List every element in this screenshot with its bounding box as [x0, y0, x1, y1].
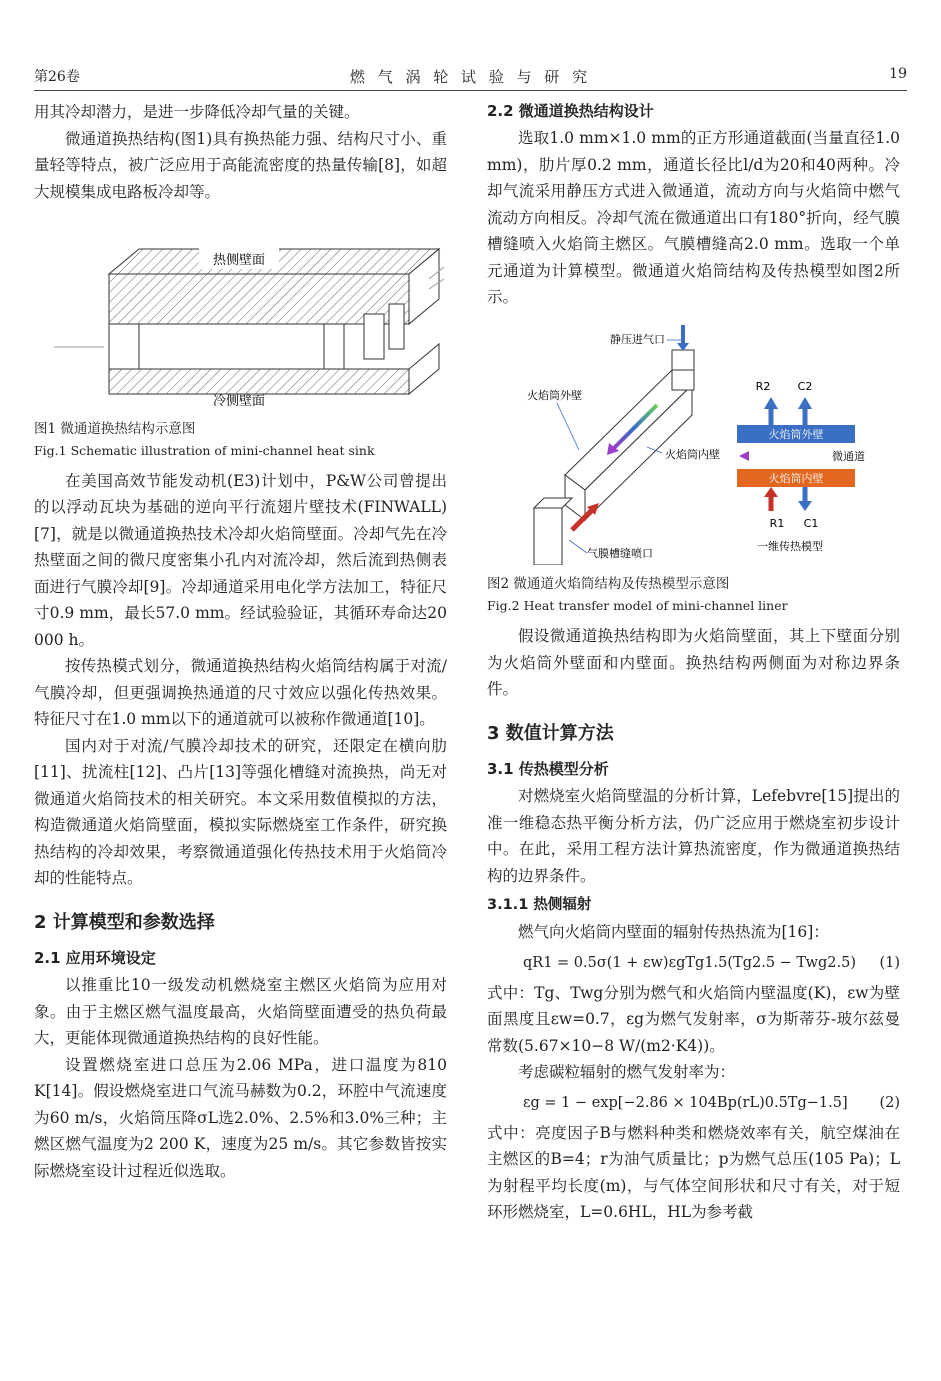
page-number: 19	[889, 66, 907, 82]
leader-line	[557, 403, 579, 450]
liner-inner-wall-label: 火焰筒内壁	[665, 447, 720, 461]
liner-inner-wall-box-label: 火焰筒内壁	[768, 471, 824, 485]
figure-2-caption-cn: 图2 微通道火焰筒结构及传热模型示意图	[487, 576, 730, 592]
equation-1-number: (1)	[879, 954, 900, 971]
r2-label: R2	[755, 379, 771, 393]
film-slot-label: 气膜槽缝喷口	[587, 546, 653, 560]
mini-channel-flow-head	[739, 451, 749, 461]
equation-1-expression: qR1 = 0.5σ(1 + εw)εgTg1.5(Tg2.5 − Twg2.5)	[523, 954, 856, 971]
c2-label: C2	[797, 379, 813, 393]
mini-channel-label: 微通道	[832, 449, 865, 463]
c1-arrow-head	[798, 501, 812, 511]
paragraph-intro: 微通道换热结构(图1)具有换热能力强、结构尺寸小、重量轻等特点，被广泛应用于高能流密度的热量传输[8]，如超大规模集成电路板冷却等。	[34, 129, 447, 201]
section-3-1-1-heading: 3.1.1 热侧辐射	[487, 897, 592, 913]
figure-1-caption-cn: 图1 微通道换热结构示意图	[34, 420, 196, 437]
section-2-1-heading: 2.1 应用环境设定	[34, 949, 156, 967]
paragraph-domestic: 国内对于对流/气膜冷却技术的研究，还限定在横向肋[11]、扰流柱[12]、凸片[13]等强化槽缝对流换热，尚无对微通道火焰筒技术的相关研究。本文采用数值模拟的方法，构造微通道火焰筒壁面，模拟实际燃烧室工作条件，研究换热结构的冷却效果，考察微通道强化传热技术用于火焰筒冷却的性能特点。	[34, 736, 447, 887]
r1-label: R1	[769, 516, 785, 530]
paragraph-2-1a: 以推重比10一级发动机燃烧室主燃区火焰筒为应用对象。由于主燃区燃气温度最高，火焰筒壁面遭受的热负荷最大，更能体现微通道换热结构的良好性能。	[34, 976, 447, 1047]
section-3-1-heading: 3.1 传热模型分析	[487, 760, 609, 778]
cold-side-wall-label: 冷侧壁面	[212, 394, 266, 409]
inlet-block	[672, 370, 694, 390]
mini-channel-heat-sink-diagram	[34, 219, 447, 409]
paragraph-e3: 在美国高效节能发动机(E3)计划中，P&W公司曾提出的以浮动瓦块为基础的逆向平行流翅片壁技术(FINWALL)[7]，就是以微通道换热技术冷却火焰筒壁面。冷却气先在冷热壁面之间的微尺度密集小孔内对流冷却，然后流到热侧表面进行气膜冷却[9]。冷却通道采用电化学方法加工，特征尺寸0.9 mm，最长57.0 mm。经试验验证，其循环寿命达20 000 h。	[34, 471, 447, 649]
equation-2	[487, 1088, 900, 1118]
hot-side-wall-label: 热侧壁面	[212, 253, 266, 268]
bottom-plate-front	[109, 369, 409, 394]
paragraph-eq2-explain: 式中：亮度因子B与燃料种类和燃烧效率有关，航空煤油在主燃区的B=4；r为油气质量比；p为燃气总压(105 Pa)；L为射程平均长度(m)，与气体空间形状和尺寸有关，对于短环形燃烧室，L=0.6HL，HL为参考截	[487, 1123, 900, 1221]
paragraph-assume: 假设微通道换热结构即为火焰筒壁面，其上下壁面分别为火焰筒外壁面和内壁面。换热结构两侧面为对称边界条件。	[487, 627, 900, 698]
journal-title: 燃 气 涡 轮 试 验 与 研 究	[349, 68, 592, 86]
c1-label: C1	[803, 516, 819, 530]
fin	[389, 304, 404, 349]
fin	[109, 324, 139, 369]
equation-2-number: (2)	[879, 1094, 900, 1111]
paragraph-eq1-explain: 式中：Tg、Twg分别为燃气和火焰筒内壁温度(K)，εw为壁面黑度且εw=0.7，εg为燃气发射率，σ为斯蒂芬-玻尔兹曼常数(5.67×10−8 W/(m2·K4))。	[487, 983, 900, 1055]
c2-arrow-head	[798, 397, 812, 409]
bottom-plate-side	[409, 344, 439, 394]
left-column	[34, 99, 447, 1184]
paragraph-continued: 用其冷却潜力，是进一步降低冷却气量的关键。	[34, 103, 360, 121]
section-2-heading: 2 计算模型和参数选择	[34, 911, 215, 933]
liner-heat-transfer-diagram	[487, 325, 900, 565]
liner-outer-wall-label: 火焰筒外壁	[527, 388, 582, 402]
equation-1	[487, 948, 900, 978]
figure-1	[34, 219, 447, 462]
right-column	[487, 99, 900, 1226]
figure-1-caption-en: Fig.1 Schematic illustration of mini-channel heat sink	[34, 442, 375, 458]
r2-arrow-head	[764, 397, 778, 409]
figure-2-caption-en: Fig.2 Heat transfer model of mini-channel liner	[487, 598, 788, 613]
paragraph-3-1: 对燃烧室火焰筒壁温的分析计算，Lefebvre[15]提出的准一维稳态热平衡分析方法，仍广泛应用于燃烧室初步设计中。在此，采用工程方法计算热流密度，作为微通道换热结构的边界条件。	[487, 787, 900, 885]
one-d-model-label: 一维传热模型	[757, 539, 823, 553]
inlet-block	[672, 350, 694, 370]
volume-label: 第26卷	[34, 69, 80, 85]
figure-2	[487, 325, 900, 618]
liner-outer-wall-box-label: 火焰筒外壁	[768, 427, 824, 441]
section-2-2-heading: 2.2 微通道换热结构设计	[487, 102, 654, 120]
leader-line	[569, 540, 587, 553]
fin	[324, 324, 344, 369]
paragraph-3-1-1: 燃气向火焰筒内壁面的辐射传热热流为[16]：	[518, 923, 829, 941]
paragraph-soot: 考虑碳粒辐射的燃气发射率为：	[518, 1063, 736, 1081]
section-3-heading: 3 数值计算方法	[487, 722, 614, 744]
paragraph-2-2: 选取1.0 mm×1.0 mm的正方形通道截面(当量直径1.0 mm)，肋片厚0.2 mm，通道长径比l/d为20和40两种。冷却气流采用静压方式进入微通道，流动方向与火焰筒中燃气流动方向相反。冷却气流在微通道出口有180°折向，经气膜槽缝喷入火焰筒主燃区。气膜槽缝高2.0 mm。选取一个单元通道为计算模型。微通道火焰筒结构及传热模型如图2所示。	[487, 129, 900, 306]
running-header	[34, 60, 907, 91]
paragraph-2-1b: 设置燃烧室进口总压为2.06 MPa，进口温度为810 K[14]。假设燃烧室进口气流马赫数为0.2，环腔中气流速度为60 m/s，火焰筒压降σL选2.0%、2.5%和3.0%三种；主燃区燃气温度为2 200 K，速度为25 m/s。其它参数皆按实际燃烧室设计过程近似选取。	[34, 1055, 447, 1180]
static-inlet-label: 静压进气口	[610, 332, 665, 346]
fin	[364, 314, 384, 359]
slot-block	[534, 508, 562, 565]
r1-arrow-head	[764, 487, 778, 497]
equation-2-expression: εg = 1 − exp[−2.86 × 104Bp(rL)0.5Tg−1.5]	[523, 1094, 848, 1111]
paragraph-mode: 按传热模式划分，微通道换热结构火焰筒结构属于对流/气膜冷却，但更强调换热通道的尺寸效应以强化传热效果。特征尺寸在1.0 mm以下的通道就可以被称作微通道[10]。	[34, 657, 447, 728]
